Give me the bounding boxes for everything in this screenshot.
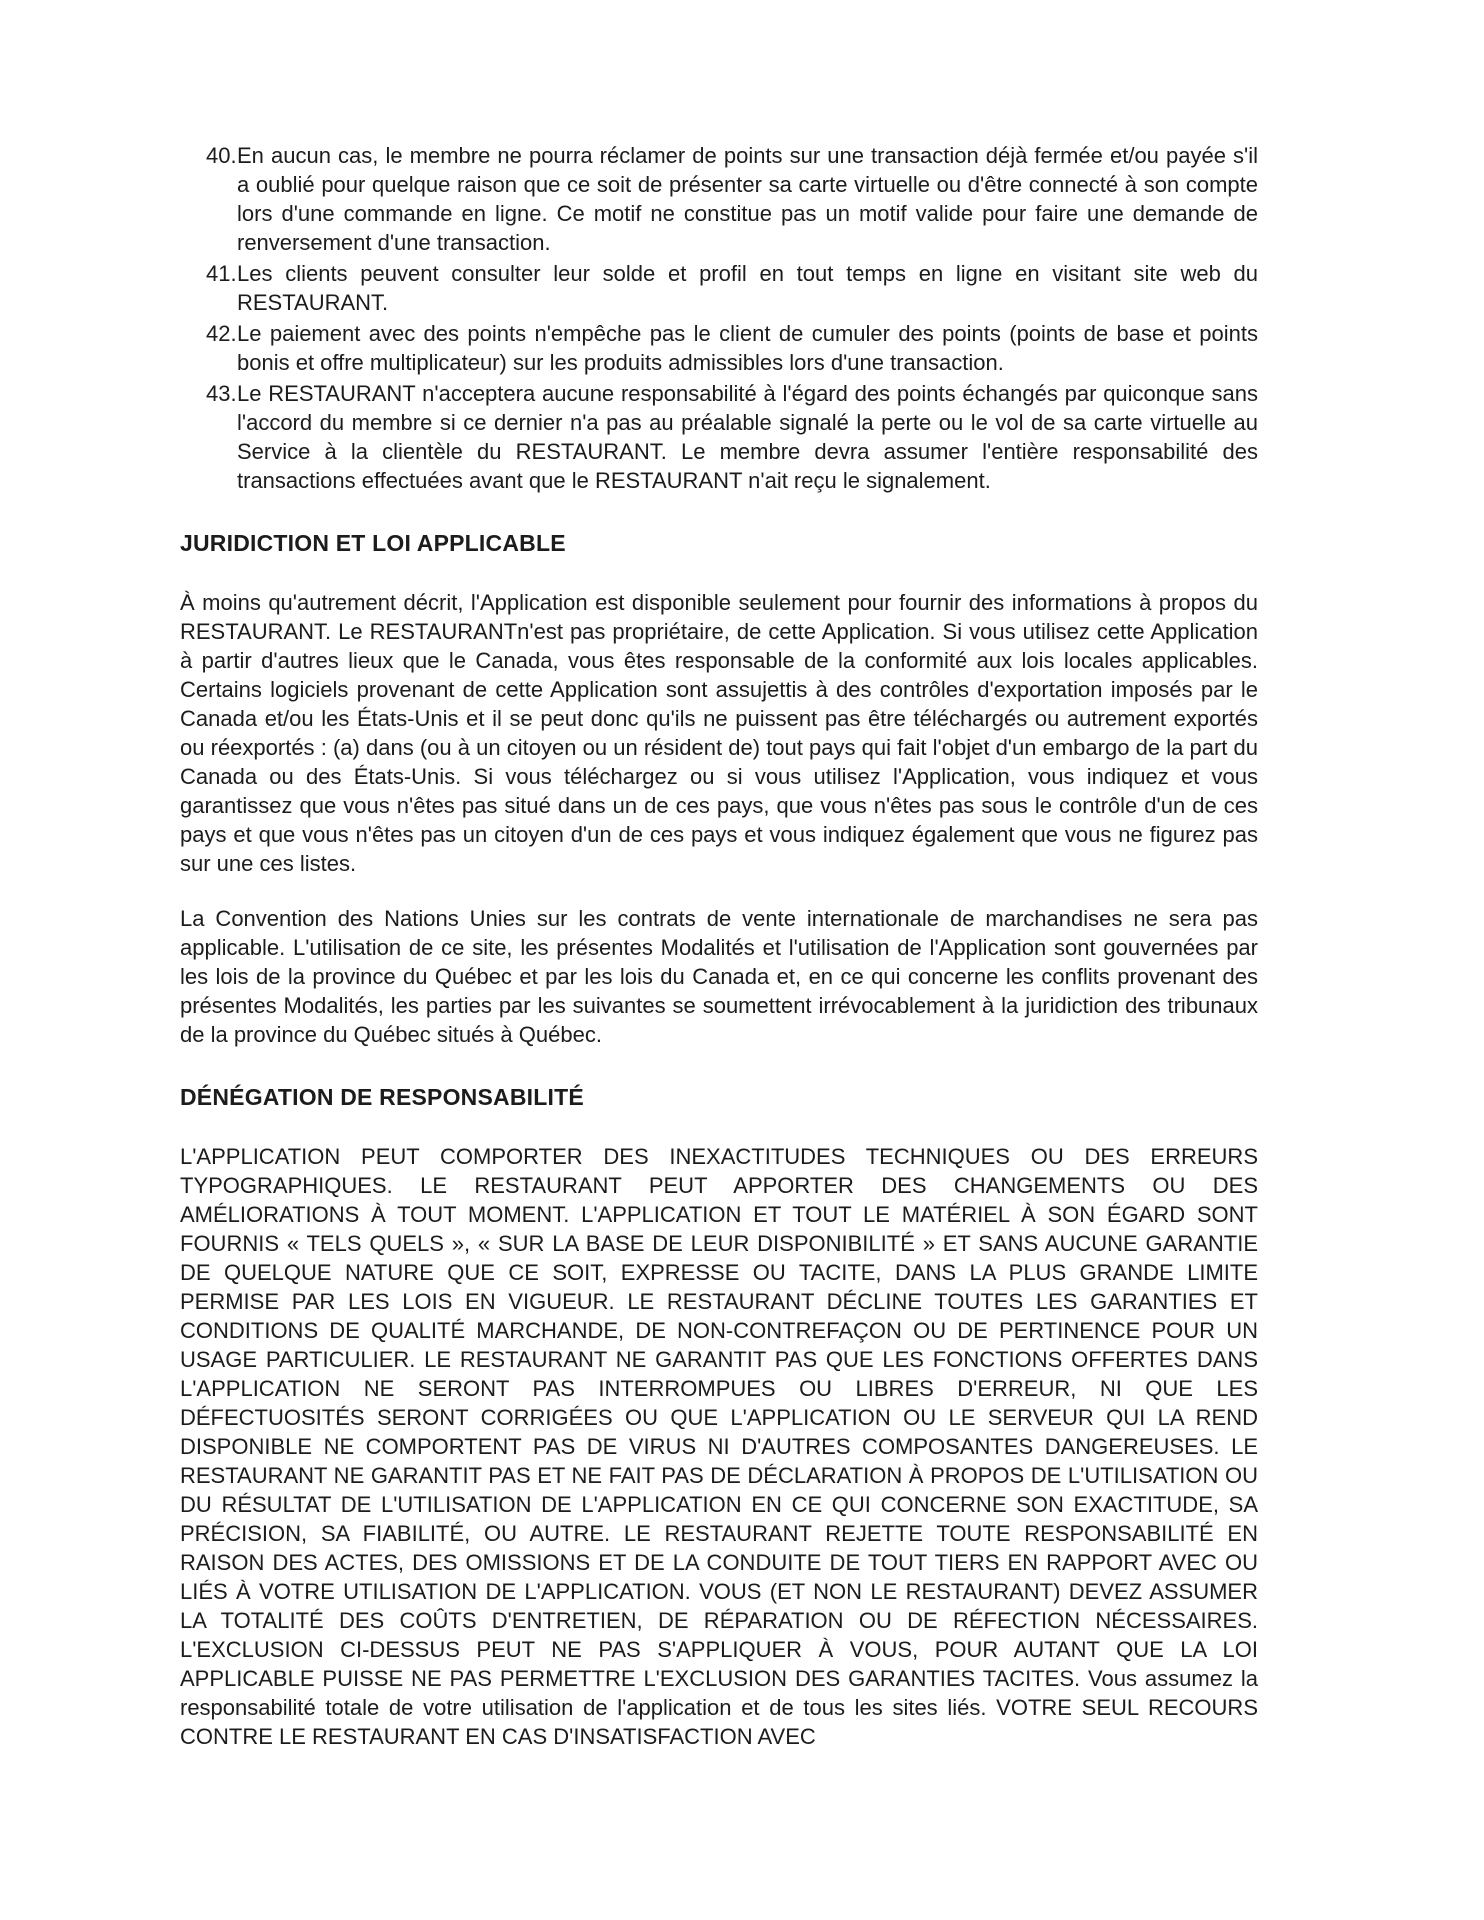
list-item-43: [180, 379, 1258, 495]
list-item-43-number: 43.: [206, 381, 237, 406]
terms-numbered-list: [180, 141, 1258, 495]
list-item-41: [180, 259, 1258, 317]
section-heading-juridiction: JURIDICTION ET LOI APPLICABLE: [180, 530, 566, 556]
list-item-40-text: En aucun cas, le membre ne pourra réclamer de points sur une transaction déjà fermée et/ou payée s'il a oublié pour quelque raison que ce soit de présenter sa carte virtuelle ou d'être connecté à son compte lors d'une commande en ligne. Ce motif ne constitue pas un motif valide pour faire une demande de renversement d'une transaction.: [237, 143, 1258, 255]
section-heading-denegation: DÉNÉGATION DE RESPONSABILITÉ: [180, 1084, 584, 1110]
list-item-40-number: 40.: [206, 143, 237, 168]
juridiction-paragraph-2: La Convention des Nations Unies sur les contrats de vente internationale de marchandises ne sera pas applicable. L'utilisation de ce site, les présentes Modalités et l'utilisation de l'Application sont gouvernées par les lois de la province du Québec et par les lois du Canada et, en ce qui concerne les conflits provenant des présentes Modalités, les parties par les suivantes se soumettent irrévocablement à la juridiction des tribunaux de la province du Québec situés à Québec.: [180, 906, 1258, 1047]
list-item-42-text: Le paiement avec des points n'empêche pas le client de cumuler des points (points de base et points bonis et offre multiplicateur) sur les produits admissibles lors d'une transaction.: [237, 321, 1258, 375]
list-item-40: [180, 141, 1258, 257]
list-item-41-number: 41.: [206, 261, 237, 286]
list-item-42-number: 42.: [206, 321, 237, 346]
list-item-42: [180, 319, 1258, 377]
juridiction-paragraph-1: À moins qu'autrement décrit, l'Application est disponible seulement pour fournir des informations à propos du RESTAURANT. Le RESTAURANTn'est pas propriétaire, de cette Application. Si vous utilisez cette Application à partir d'autres lieux que le Canada, vous êtes responsable de la conformité aux lois locales applicables. Certains logiciels provenant de cette Application sont assujettis à des contrôles d'exportation imposés par le Canada et/ou les États-Unis et il se peut donc qu'ils ne puissent pas être téléchargés ou autrement exportés ou réexportés : (a) dans (ou à un citoyen ou un résident de) tout pays qui fait l'objet d'un embargo de la part du Canada ou des États-Unis. Si vous téléchargez ou si vous utilisez l'Application, vous indiquez et vous garantissez que vous n'êtes pas situé dans un de ces pays, que vous n'êtes pas sous le contrôle d'un de ces pays et que vous n'êtes pas un citoyen d'un de ces pays et vous indiquez également que vous ne figurez pas sur une ces listes.: [180, 590, 1258, 876]
list-item-41-text: Les clients peuvent consulter leur solde et profil en tout temps en ligne en visitant site web du RESTAURANT.: [237, 261, 1258, 315]
denegation-paragraph-1: L'APPLICATION PEUT COMPORTER DES INEXACTITUDES TECHNIQUES OU DES ERREURS TYPOGRAPHIQUES. LE RESTAURANT PEUT APPORTER DES CHANGEMENTS OU DES AMÉLIORATIONS À TOUT MOMENT. L'APPLICATION ET TOUT LE MATÉRIEL À SON ÉGARD SONT FOURNIS « TELS QUELS », « SUR LA BASE DE LEUR DISPONIBILITÉ » ET SANS AUCUNE GARANTIE DE QUELQUE NATURE QUE CE SOIT, EXPRESSE OU TACITE, DANS LA PLUS GRANDE LIMITE PERMISE PAR LES LOIS EN VIGUEUR. LE RESTAURANT DÉCLINE TOUTES LES GARANTIES ET CONDITIONS DE QUALITÉ MARCHANDE, DE NON-CONTREFAÇON OU DE PERTINENCE POUR UN USAGE PARTICULIER. LE RESTAURANT NE GARANTIT PAS QUE LES FONCTIONS OFFERTES DANS L'APPLICATION NE SERONT PAS INTERROMPUES OU LIBRES D'ERREUR, NI QUE LES DÉFECTUOSITÉS SERONT CORRIGÉES OU QUE L'APPLICATION OU LE SERVEUR QUI LA REND DISPONIBLE NE COMPORTENT PAS DE VIRUS NI D'AUTRES COMPOSANTES DANGEREUSES. LE RESTAURANT NE GARANTIT PAS ET NE FAIT PAS DE DÉCLARATION À PROPOS DE L'UTILISATION OU DU RÉSULTAT DE L'UTILISATION DE L'APPLICATION EN CE QUI CONCERNE SON EXACTITUDE, SA PRÉCISION, SA FIABILITÉ, OU AUTRE. LE RESTAURANT REJETTE TOUTE RESPONSABILITÉ EN RAISON DES ACTES, DES OMISSIONS ET DE LA CONDUITE DE TOUT TIERS EN RAPPORT AVEC OU LIÉS À VOTRE UTILISATION DE L'APPLICATION. VOUS (ET NON LE RESTAURANT) DEVEZ ASSUMER LA TOTALITÉ DES COÛTS D'ENTRETIEN, DE RÉPARATION OU DE RÉFECTION NÉCESSAIRES. L'EXCLUSION CI-DESSUS PEUT NE PAS S'APPLIQUER À VOUS, POUR AUTANT QUE LA LOI APPLICABLE PUISSE NE PAS PERMETTRE L'EXCLUSION DES GARANTIES TACITES. Vous assumez la responsabilité totale de votre utilisation de l'application et de tous les sites liés. VOTRE SEUL RECOURS CONTRE LE RESTAURANT EN CAS D'INSATISFACTION AVEC: [180, 1144, 1258, 1749]
list-item-43-text: Le RESTAURANT n'acceptera aucune responsabilité à l'égard des points échangés par quiconque sans l'accord du membre si ce dernier n'a pas au préalable signalé la perte ou le vol de sa carte virtuelle au Service à la clientèle du RESTAURANT. Le membre devra assumer l'entière responsabilité des transactions effectuées avant que le RESTAURANT n'ait reçu le signalement.: [237, 381, 1258, 493]
